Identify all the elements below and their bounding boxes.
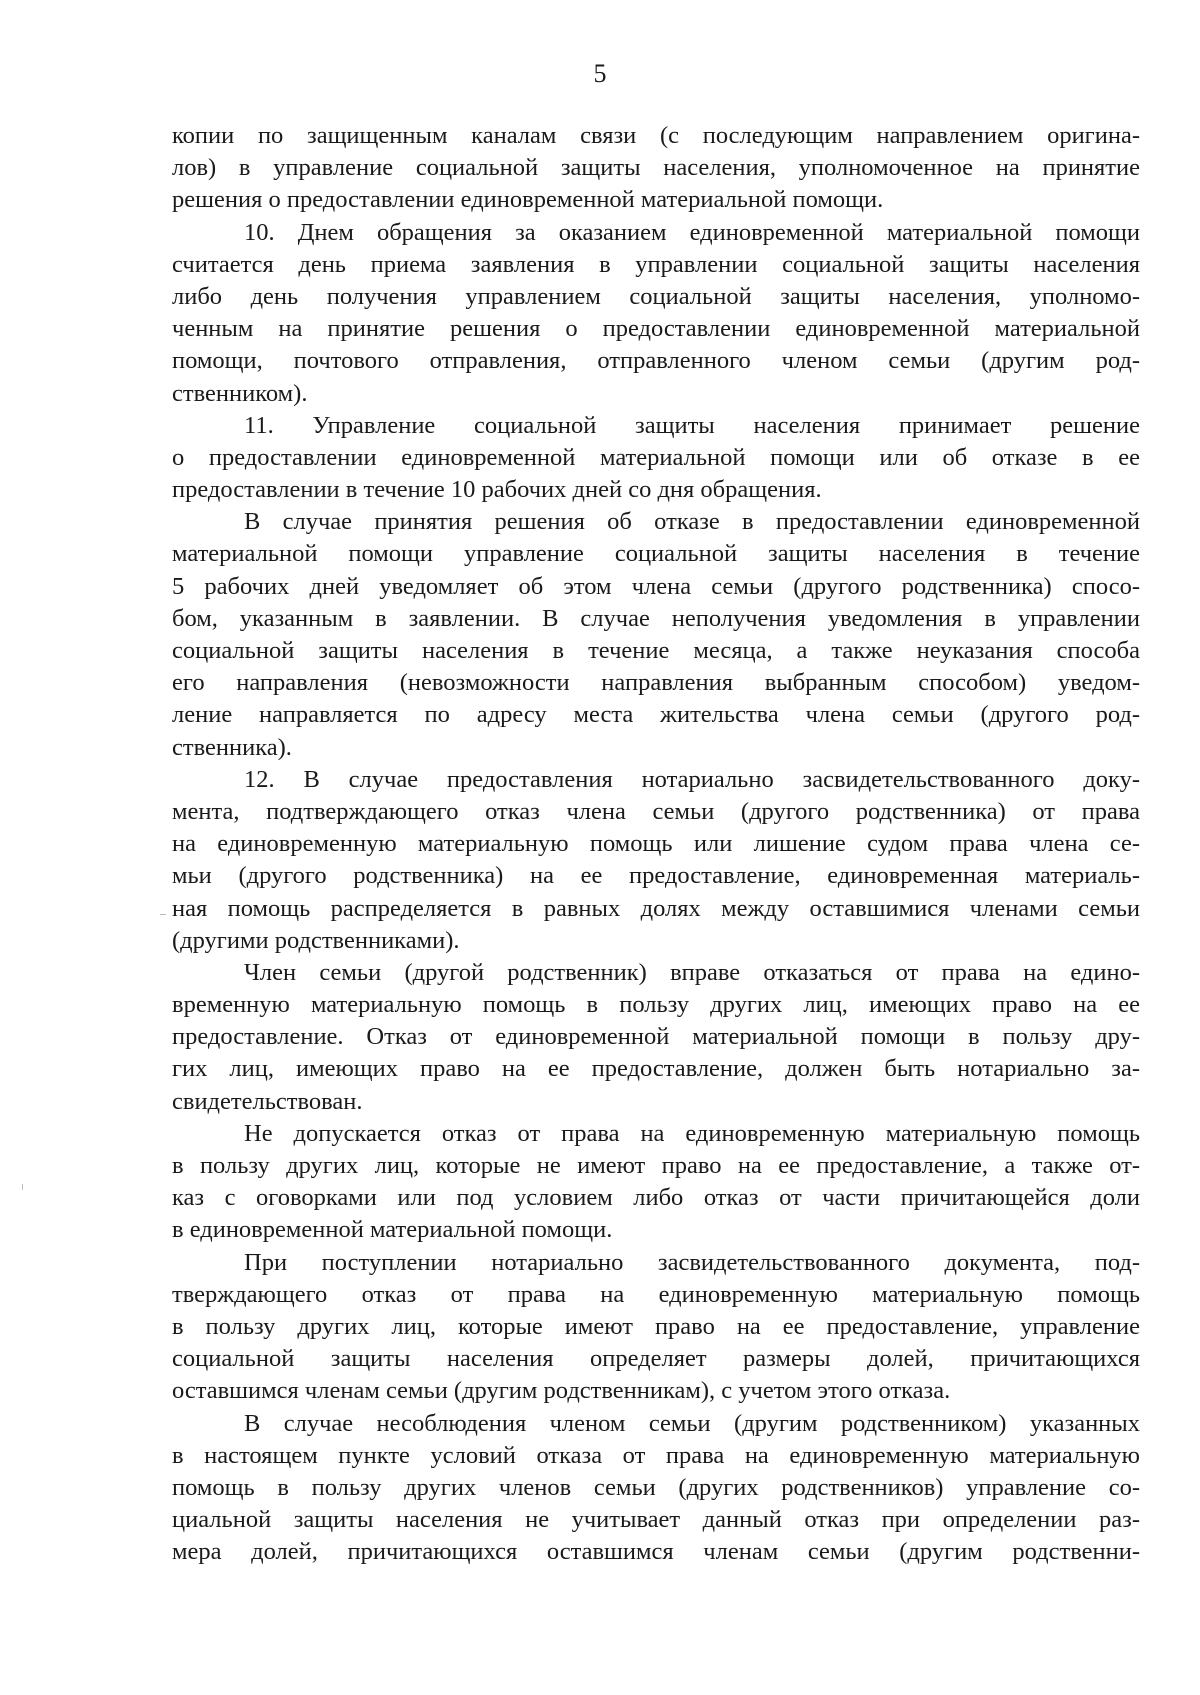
paragraph [172, 506, 1140, 764]
scan-artifact-mark [160, 914, 166, 915]
text-line: ственником). [172, 379, 308, 407]
text-line: 10. Днем обращения за оказанием единовременной материальной помощи [244, 218, 1140, 246]
text-line: ление направляется по адресу места жительства члена семьи (другого род- [172, 701, 1140, 729]
text-line: мьи (другого родственника) на ее предоставление, единовременная материаль- [172, 862, 1140, 890]
text-line: В случае принятия решения об отказе в предоставлении единовременной [244, 508, 1140, 536]
text-line: его направления (невозможности направления выбранным способом) уведом- [172, 669, 1140, 697]
text-line: предоставление. Отказ от единовременной материальной помощи в пользу дру- [172, 1023, 1140, 1051]
paragraph [172, 1408, 1140, 1569]
text-line: тверждающего отказ от права на единовременную материальную помощь [172, 1280, 1140, 1308]
text-line: ственника). [172, 733, 292, 761]
text-line: либо день получения управлением социальной защиты населения, уполномо- [172, 282, 1140, 310]
text-line: мента, подтверждающего отказ члена семьи (другого родственника) от права [172, 797, 1140, 825]
text-line: о предоставлении единовременной материальной помощи или об отказе в ее [172, 443, 1140, 471]
page-number: 5 [593, 59, 607, 88]
text-line: копии по защищенным каналам связи (с последующим направлением оригина- [172, 122, 1140, 149]
text-line: 5 рабочих дней уведомляет об этом члена семьи (другого родственника) спосо- [172, 572, 1140, 600]
text-line: 12. В случае предоставления нотариально засвидетельствованного доку- [244, 765, 1140, 793]
paragraph [172, 764, 1140, 957]
paragraph [172, 120, 1140, 217]
text-line: При поступлении нотариально засвидетельствованного документа, под- [244, 1248, 1140, 1276]
text-line: помощь в пользу других членов семьи (других родственников) управление со- [172, 1473, 1140, 1501]
paragraph [172, 217, 1140, 410]
text-line: свидетельствован. [172, 1087, 363, 1115]
paragraph [172, 410, 1140, 507]
text-line: ная помощь распределяется в равных долях между оставшимися членами семьи [172, 894, 1140, 922]
text-line: в пользу других лиц, которые имеют право на ее предоставление, управление [172, 1312, 1140, 1340]
text-line: Не допускается отказ от права на единовременную материальную помощь [244, 1119, 1140, 1147]
text-line: циальной защиты населения не учитывает данный отказ при определении раз- [172, 1506, 1140, 1534]
text-line: социальной защиты населения определяет размеры долей, причитающихся [172, 1345, 1140, 1373]
text-line: считается день приема заявления в управлении социальной защиты населения [172, 250, 1140, 278]
text-line: помощи, почтового отправления, отправленного членом семьи (другим род- [172, 347, 1140, 375]
text-line: оставшимся членам семьи (другим родственникам), с учетом этого отказа. [172, 1377, 951, 1405]
text-line: гих лиц, имеющих право на ее предоставление, должен быть нотариально за- [172, 1055, 1140, 1083]
text-line: ченным на принятие решения о предоставлении единовременной материальной [172, 315, 1140, 343]
text-line: Член семьи (другой родственник) вправе отказаться от права на едино- [244, 958, 1140, 986]
text-line: в пользу других лиц, которые не имеют право на ее предоставление, а также от- [172, 1152, 1140, 1179]
text-line: в настоящем пункте условий отказа от права на единовременную материальную [172, 1441, 1140, 1469]
text-line: лов) в управление социальной защиты населения, уполномоченное на принятие [172, 154, 1140, 182]
text-line: бом, указанным в заявлении. В случае неполучения уведомления в управлении [172, 604, 1140, 632]
paragraph [172, 1118, 1140, 1247]
text-line: предоставлении в течение 10 рабочих дней со дня обращения. [172, 476, 822, 504]
paragraph [172, 957, 1140, 1118]
text-line: на единовременную материальную помощь или лишение судом права члена се- [172, 830, 1140, 858]
text-line: временную материальную помощь в пользу других лиц, имеющих право на ее [172, 991, 1140, 1019]
text-line: мера долей, причитающихся оставшимся членам семьи (другим родственни- [172, 1538, 1140, 1566]
text-line: В случае несоблюдения членом семьи (другим родственником) указанных [244, 1409, 1140, 1437]
text-line: социальной защиты населения в течение месяца, а также неуказания способа [172, 637, 1140, 664]
paragraph [172, 1247, 1140, 1408]
text-line: 11. Управление социальной защиты населения принимает решение [244, 411, 1140, 439]
text-line: каз с оговорками или под условием либо отказ от части причитающейся доли [172, 1184, 1140, 1212]
text-line: материальной помощи управление социальной защиты населения в течение [172, 540, 1140, 568]
document-body [172, 120, 1140, 1568]
text-line: (другими родственниками). [172, 926, 460, 954]
text-line: решения о предоставлении единовременной материальной помощи. [172, 186, 884, 214]
text-line: в единовременной материальной помощи. [172, 1216, 613, 1244]
scan-artifact-mark [22, 1184, 23, 1190]
